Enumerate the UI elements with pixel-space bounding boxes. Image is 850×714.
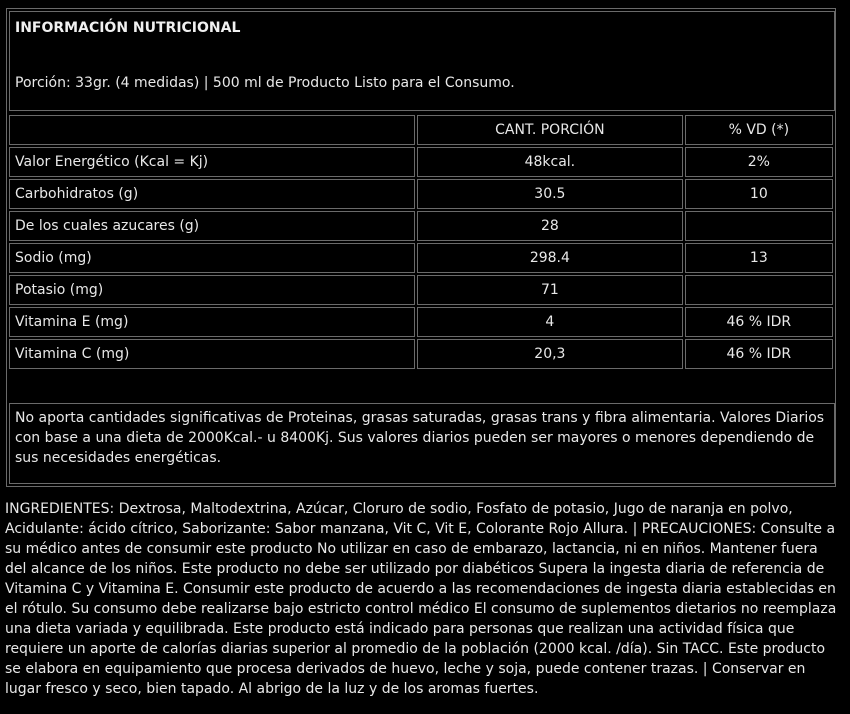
table-row (9, 307, 833, 337)
nutrition-header (9, 11, 835, 111)
nutrient-amount: 71 (417, 275, 683, 305)
nutrient-vd: 46 % IDR (685, 307, 833, 337)
nutrient-name: De los cuales azucares (g) (9, 211, 415, 241)
nutrient-vd: 10 (685, 179, 833, 209)
nutrient-amount: 298.4 (417, 243, 683, 273)
column-header-amount: CANT. PORCIÓN (417, 115, 683, 145)
nutrient-name: Potasio (mg) (9, 275, 415, 305)
nutrient-amount: 28 (417, 211, 683, 241)
nutrient-amount: 30.5 (417, 179, 683, 209)
column-header-vd: % VD (*) (685, 115, 833, 145)
nutrient-name: Carbohidratos (g) (9, 179, 415, 209)
table-header-row (9, 115, 833, 145)
nutrition-table (7, 113, 835, 371)
nutrition-title: INFORMACIÓN NUTRICIONAL (15, 20, 241, 36)
nutrient-amount: 20,3 (417, 339, 683, 369)
nutrition-panel (6, 8, 836, 487)
column-header-nutrient (9, 115, 415, 145)
nutrient-vd (685, 275, 833, 305)
nutrient-amount: 48kcal. (417, 147, 683, 177)
portion-info: Porción: 33gr. (4 medidas) | 500 ml de Producto Listo para el Consumo. (15, 75, 515, 91)
nutrition-footnote: No aporta cantidades significativas de Proteinas, grasas saturadas, grasas trans y fibra alimentaria. Valores Diarios con base a una dieta de 2000Kcal.- u 8400Kj. Sus valores diarios pueden ser mayores o menores dependiendo de sus necesidades energéticas. (9, 403, 835, 484)
nutrient-name: Valor Energético (Kcal = Kj) (9, 147, 415, 177)
nutrient-vd: 2% (685, 147, 833, 177)
table-row (9, 147, 833, 177)
table-row (9, 211, 833, 241)
nutrient-vd: 46 % IDR (685, 339, 833, 369)
nutrient-name: Vitamina C (mg) (9, 339, 415, 369)
ingredients-text: INGREDIENTES: Dextrosa, Maltodextrina, Azúcar, Cloruro de sodio, Fosfato de potasio, Jugo de naranja en polvo, Acidulante: ácido cítrico, Saborizante: Sabor manzana, Vit C, Vit E, Colorante Rojo Allura. | PRECAUCIONES: Consulte a su médico antes de consumir este producto No utilizar en caso de embarazo, lactancia, ni en niños. Mantener fuera del alcance de los niños. Este producto no debe ser utilizado por diabéticos Supera la ingesta diaria de referencia de Vitamina C y Vitamina E. Consumir este producto de acuerdo a las recomendaciones de ingesta diaria establecidas en el rótulo. Su consumo debe realizarse bajo estricto control médico El consumo de suplementos dietarios no reemplaza una dieta variada y equilibrada. Este producto está indicado para personas que realizan una actividad física que requiere un aporte de calorías diarias superior al promedio de la población (2000 kcal. /día). Sin TACC. Este producto se elabora en equipamiento que procesa derivados de huevo, leche y soja, puede contener trazas. | Conservar en lugar fresco y seco, bien tapado. Al abrigo de la luz y de los aromas fuertes. (5, 501, 837, 697)
nutrient-vd: 13 (685, 243, 833, 273)
nutrient-amount: 4 (417, 307, 683, 337)
table-row (9, 179, 833, 209)
nutrient-name: Sodio (mg) (9, 243, 415, 273)
table-row (9, 339, 833, 369)
table-row (9, 275, 833, 305)
nutrient-vd (685, 211, 833, 241)
nutrient-name: Vitamina E (mg) (9, 307, 415, 337)
table-row (9, 243, 833, 273)
